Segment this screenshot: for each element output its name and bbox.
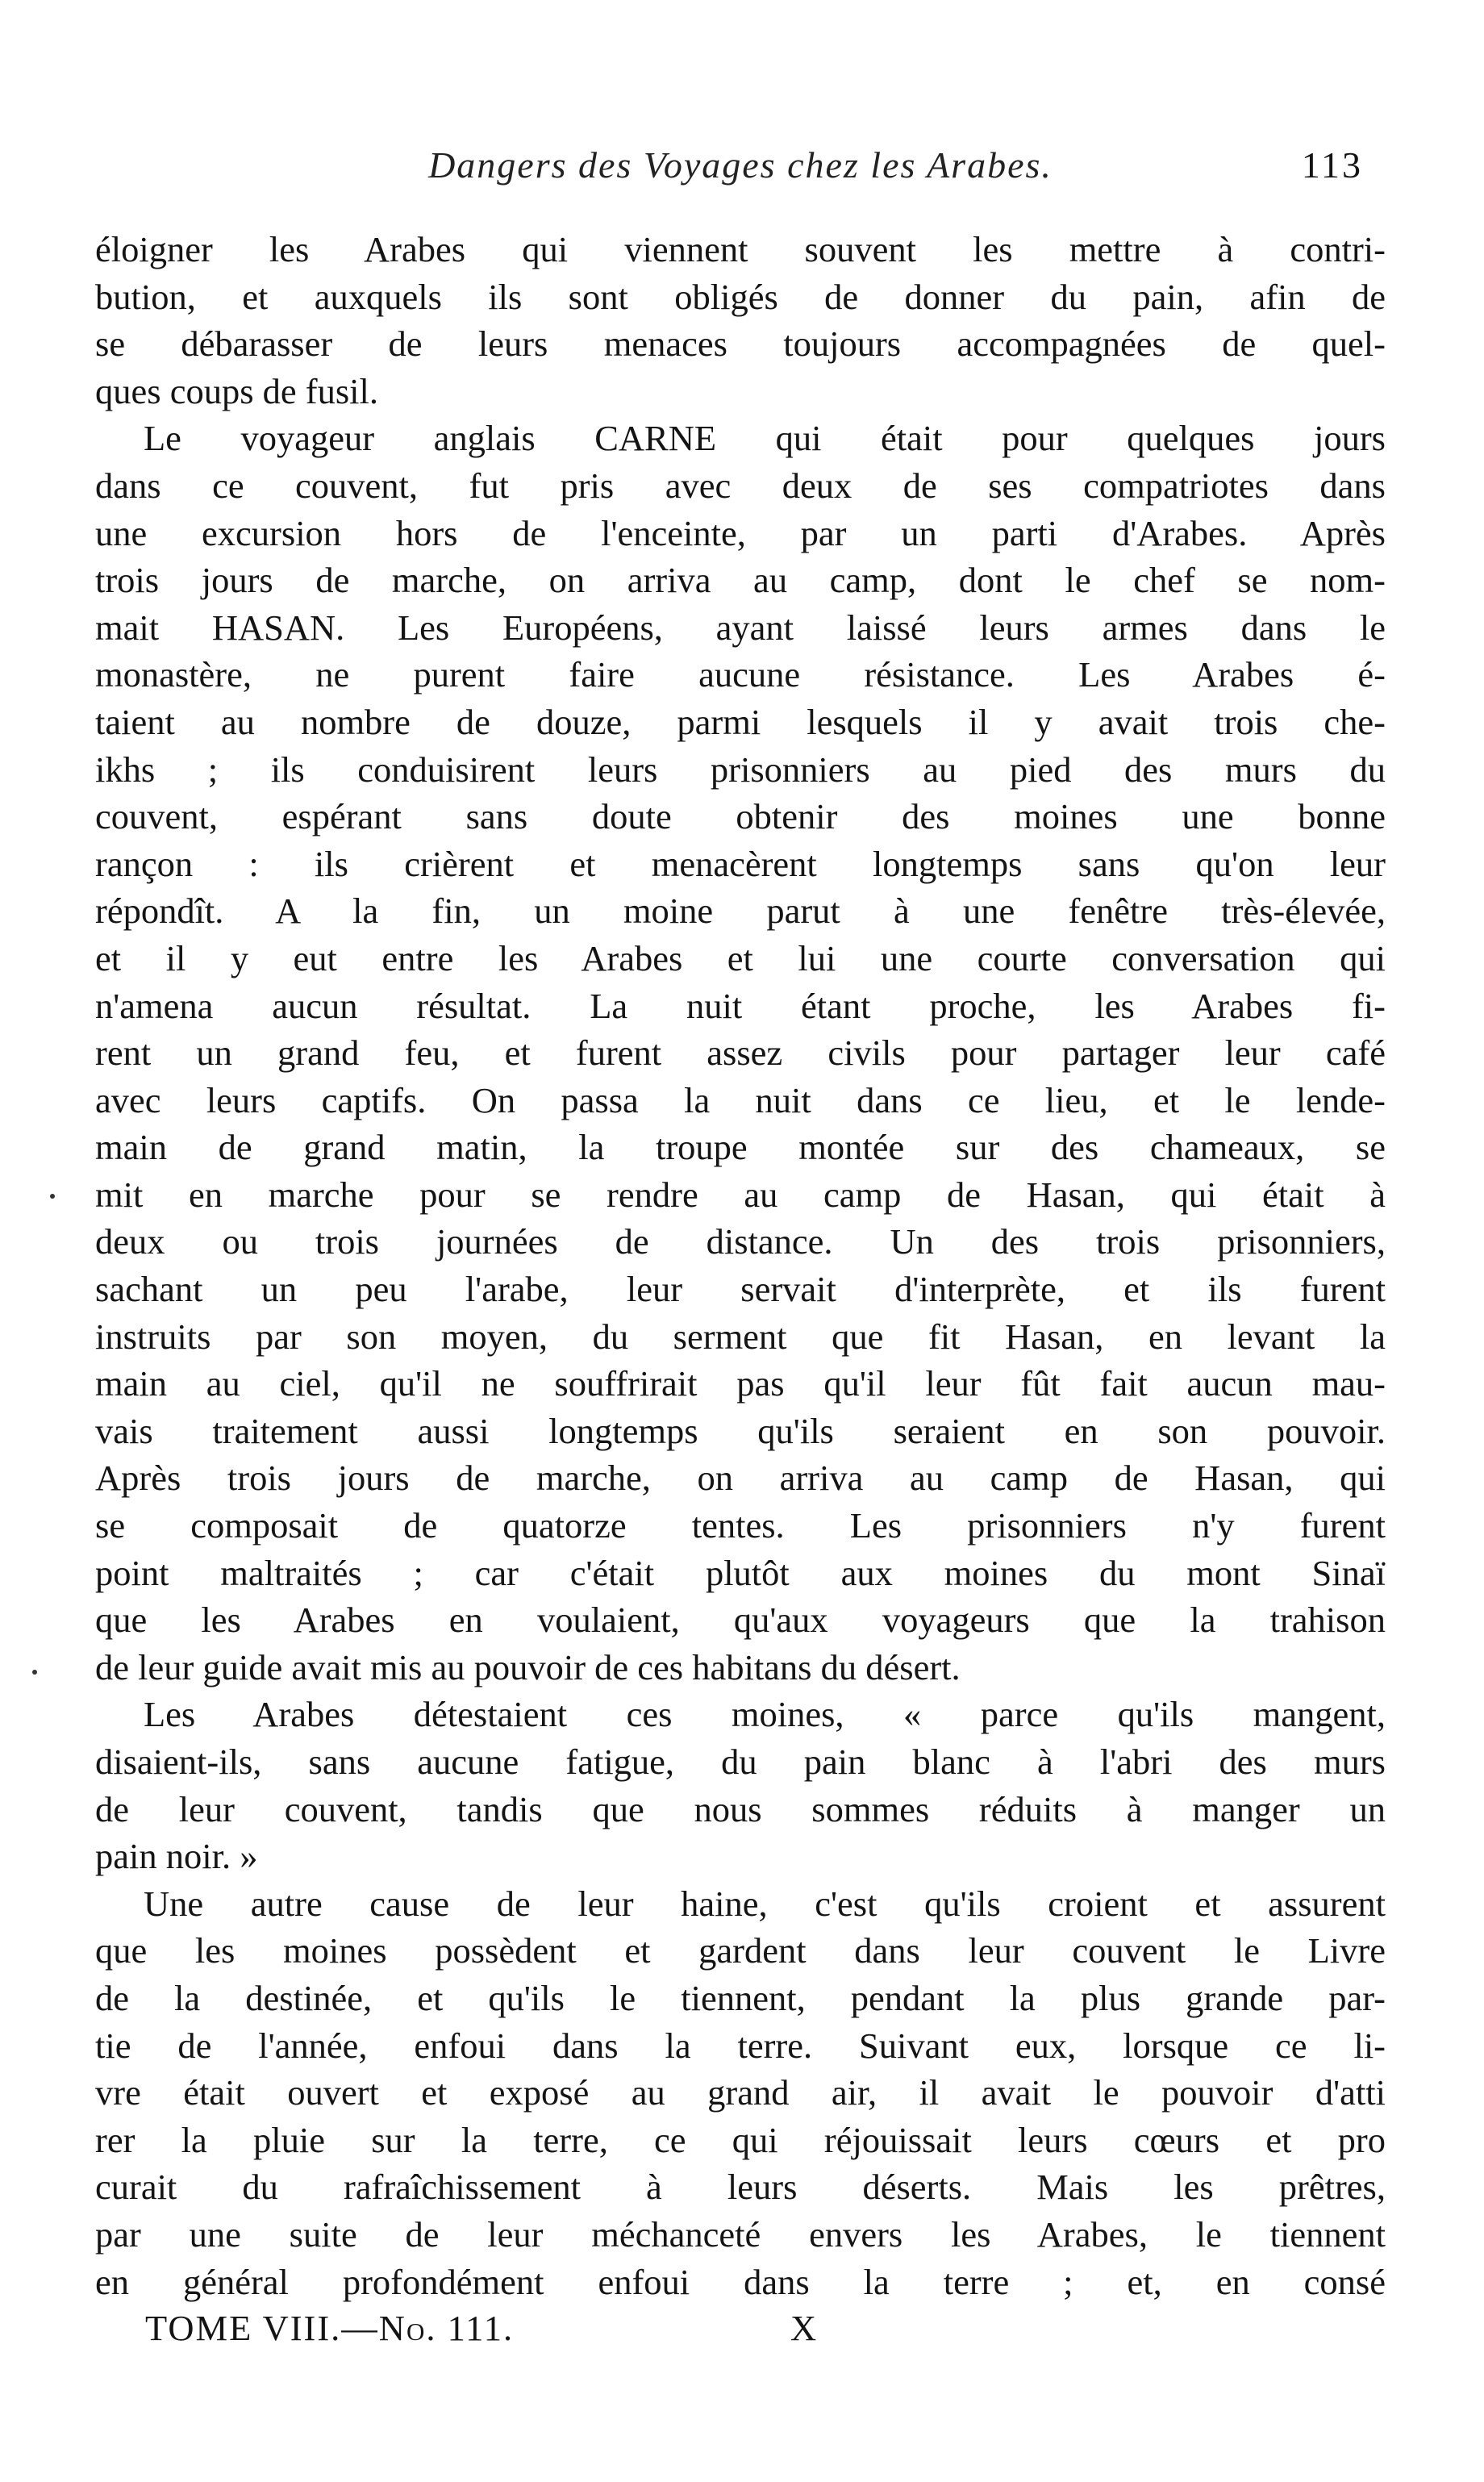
text-line: Une autre cause de leur haine, c'est qu'ils croient et assurent [144, 1883, 1386, 1924]
text-line: mait HASAN. Les Européens, ayant laissé leurs armes dans le [95, 607, 1386, 648]
text-line: que les Arabes en voulaient, qu'aux voyageurs que la trahison [95, 1600, 1386, 1641]
text-line: instruits par son moyen, du serment que fit Hasan, en levant la [95, 1316, 1386, 1357]
text-line: de la destinée, et qu'ils le tiennent, pendant la plus grande par- [95, 1977, 1386, 2018]
text-line: main au ciel, qu'il ne souffrirait pas qu'il leur fût fait aucun mau- [95, 1363, 1386, 1404]
text-line: vre était ouvert et exposé au grand air, il avait le pouvoir d'atti [95, 2072, 1386, 2113]
text-line: vais traitement aussi longtemps qu'ils seraient en son pouvoir. [95, 1410, 1386, 1451]
paragraph-2 [95, 415, 1386, 1691]
body-text [95, 226, 1386, 2305]
text-line: n'amena aucun résultat. La nuit étant proche, les Arabes fi- [95, 985, 1386, 1026]
text-line: que les moines possèdent et gardent dans leur couvent le Livre [95, 1930, 1386, 1971]
text-line: Le voyageur anglais CARNE qui était pour quelques jours [144, 418, 1386, 459]
text-line: ques coups de fusil. [95, 370, 379, 411]
text-line: curait du rafraîchissement à leurs déserts. Mais les prêtres, [95, 2167, 1386, 2208]
text-line: en général profondément enfoui dans la terre ; et, en consé [95, 2261, 1386, 2302]
text-line: de leur guide avait mis au pouvoir de ces habitans du désert. [95, 1646, 961, 1687]
text-line: tie de l'année, enfoui dans la terre. Suivant eux, lorsque ce li- [95, 2025, 1386, 2066]
text-line: ikhs ; ils conduisirent leurs prisonniers au pied des murs du [95, 749, 1386, 790]
text-line: mit en marche pour se rendre au camp de Hasan, qui était à [95, 1174, 1386, 1215]
text-line: point maltraités ; car c'était plutôt aux moines du mont Sinaï [95, 1552, 1386, 1593]
text-line: main de grand matin, la troupe montée sur des chameaux, se [95, 1127, 1386, 1168]
text-line: Les Arabes détestaient ces moines, « parce qu'ils mangent, [144, 1694, 1386, 1735]
signature-mark: X [790, 2308, 817, 2348]
text-line: se débarasser de leurs menaces toujours accompagnées de quel- [95, 323, 1386, 365]
text-line: pain noir. » [95, 1836, 258, 1877]
page-number: 113 [1301, 144, 1363, 186]
text-line: dans ce couvent, fut pris avec deux de ses compatriotes dans [95, 465, 1386, 506]
text-line: monastère, ne purent faire aucune résistance. Les Arabes é- [95, 654, 1386, 695]
text-line: couvent, espérant sans doute obtenir des moines une bonne [95, 796, 1386, 837]
paragraph-3 [95, 1691, 1386, 1879]
text-line: éloigner les Arabes qui viennent souvent les mettre à contri- [95, 229, 1386, 269]
text-line: avec leurs captifs. On passa la nuit dans ce lieu, et le lende- [95, 1079, 1386, 1120]
text-line: disaient-ils, sans aucune fatigue, du pain blanc à l'abri des murs [95, 1742, 1386, 1782]
text-line: une excursion hors de l'enceinte, par un parti d'Arabes. Après [95, 512, 1386, 553]
margin-speck-mark [32, 1670, 37, 1675]
text-line: Après trois jours de marche, on arriva au camp de Hasan, qui [95, 1458, 1386, 1499]
text-line: trois jours de marche, on arriva au camp, dont le chef se nom- [95, 560, 1386, 601]
running-head [95, 144, 1386, 200]
text-line: se composait de quatorze tentes. Les prisonniers n'y furent [95, 1505, 1386, 1546]
text-line: taient au nombre de douze, parmi lesquels il y avait trois che- [95, 701, 1386, 742]
text-line: deux ou trois journées de distance. Un des trois prisonniers, [95, 1221, 1386, 1262]
margin-speck-mark [50, 1194, 55, 1199]
signature-footer [145, 2307, 952, 2363]
text-line: par une suite de leur méchanceté envers les Arabes, le tiennent [95, 2213, 1386, 2255]
text-line: et il y eut entre les Arabes et lui une courte conversation qui [95, 937, 1386, 978]
text-line: répondît. A la fin, un moine parut à une fenêtre très-élevée, [95, 891, 1386, 932]
paragraph-1 [95, 226, 1386, 415]
text-line: bution, et auxquels ils sont obligés de donner du pain, afin de [95, 276, 1386, 317]
paragraph-4 [95, 1880, 1386, 2305]
text-line: rer la pluie sur la terre, ce qui réjouissait leurs cœurs et pro [95, 2119, 1386, 2160]
text-line: rent un grand feu, et furent assez civils pour partager leur café [95, 1032, 1386, 1074]
text-line: rançon : ils crièrent et menacèrent longtemps sans qu'on leur [95, 843, 1386, 884]
signature-line: TOME VIII.—No. 111. [145, 2308, 515, 2348]
text-line: de leur couvent, tandis que nous sommes réduits à manger un [95, 1788, 1386, 1829]
running-title: Dangers des Voyages chez les Arabes. [428, 144, 1053, 186]
text-line: sachant un peu l'arabe, leur servait d'interprète, et ils furent [95, 1269, 1386, 1310]
